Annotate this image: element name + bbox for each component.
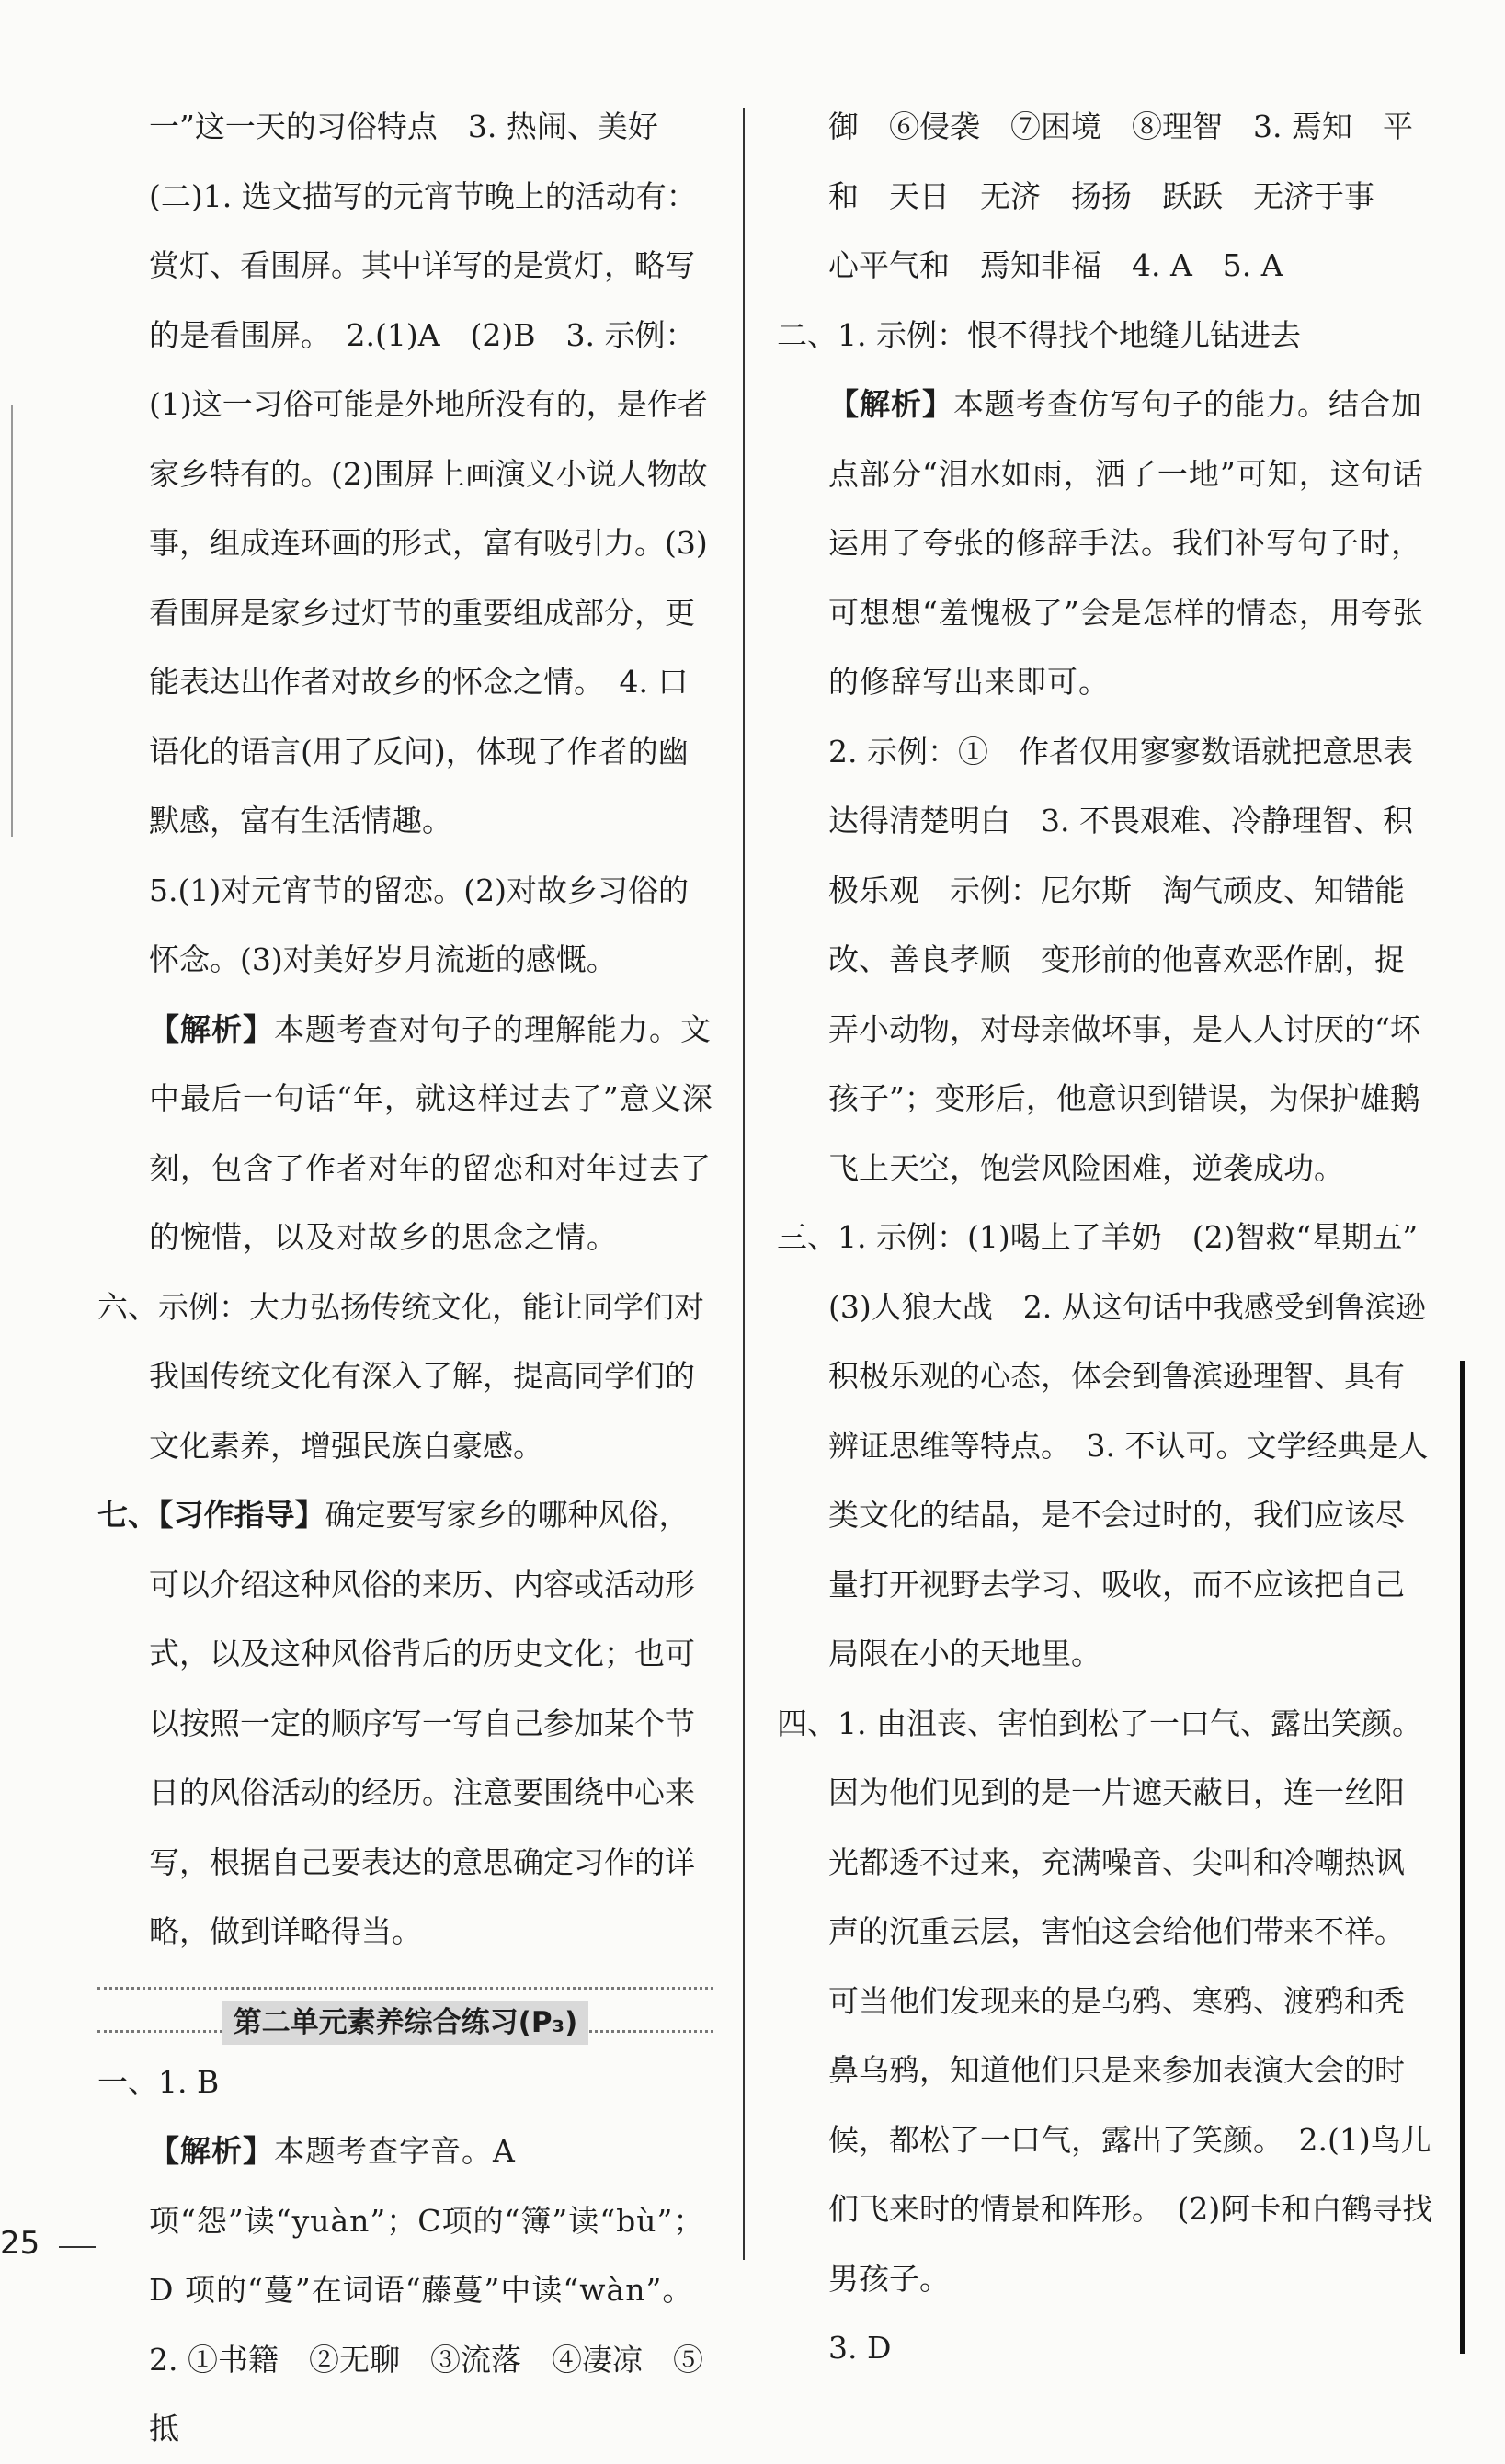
paragraph-text: 本题考查仿写句子的能力。结合加点部分“泪水如雨，洒了一地”可知，这句话运用了夸张的修辞手法。我们补写句子时，可想想“羞愧极了”会是怎样的情态，用夸张的修辞写出来即可。 [828,386,1424,700]
left-paragraphs-after-title [97,2048,713,2464]
paragraph-text: 四、1. 由沮丧、害怕到松了一口气、露出笑颜。因为他们见到的是一片遮天蔽日，连一丝阳光都透不过来，充满噪音、尖叫和冷嘲热讽声的沉重云层，害怕这会给他们带来不祥。可当他们发现来的是乌鸦、寒鸦、渡鸦和秃鼻乌鸦，知道他们只是来参加表演大会的时候，都松了一口气，露出了笑颜。 2.(1)鸟儿们飞来时的情景和阵形。 (2)阿卡和白鹤寻找男孩子。 [777,1705,1433,2297]
answer-paragraph [777,1689,1434,2314]
section-tag: 【解析】 [149,1010,274,1047]
answer-paragraph [97,2048,713,2117]
paragraph-text: 二、1. 示例：恨不得找个地缝儿钻进去 [777,316,1301,353]
right-paragraphs [777,92,1449,2383]
unit-title-text: 第二单元素养综合练习(P₃) [222,2001,589,2045]
paragraph-text: 六、示例：大力弘扬传统文化，能让同学们对我国传统文化有深入了解，提高同学们的文化素养，增强民族自豪感。 [97,1288,704,1464]
column-divider [743,108,745,2260]
answer-paragraph [777,2313,1434,2383]
paragraph-text: 三、1. 示例：(1)喝上了羊奶 (2)智救“星期五” (3)人狼大战 2. 从这句话中我感受到鲁滨逊积极乐观的心态，体会到鲁滨逊理智、具有辨证思维等特点。 3. 不认可。文学经典是人类文化的结晶，是不会过时的，我们应该尽量打开视野去学习、吸收，而不应该把自己局限在小的天地里。 [777,1219,1449,1671]
answer-paragraph [97,2325,713,2464]
answer-paragraph [777,301,1434,371]
left-paragraphs [97,92,713,1967]
paragraph-text: (二)1. 选文描写的元宵节晚上的活动有：赏灯、看围屏。其中详写的是赏灯，略写的是看围屏。 2.(1)A (2)B 3. 示例：(1)这一习俗可能是外地所没有的，是作者家乡特有的。(2)围屏上画演义小说人物故事，组成连环画的形式，富有吸引力。(3)看围屏是家乡过灯节的重要组成部分，更能表达出作者对故乡的怀念之情。 4. 口语化的语言(用了反问)，体现了作者的幽默感，富有生活情趣。 [149,177,708,838]
paragraph-text: 确定要写家乡的哪种风俗，可以介绍这种风俗的来历、内容或活动形式，以及这种风俗背后的历史文化；也可以按照一定的顺序写一写自己参加某个节日的风俗活动的经历。注意要围绕中心来写，根据自己要表达的意思确定习作的详略，做到详略得当。 [149,1497,695,1949]
paragraph-text: 2. 示例：① 作者仅用寥寥数语就把意思表达得清楚明白 3. 不畏艰难、冷静理智、积极乐观 示例：尼尔斯 淘气顽皮、知错能改、善良孝顺 变形前的他喜欢恶作剧，捉弄小动物，对母亲做坏事，是人人讨厌的“坏孩子”；变形后，他意识到错误，为保护雄鹅飞上天空，饱尝风险困难，逆袭成功。 [828,733,1420,1186]
paragraph-text: 一”这一天的习俗特点 3. 热闹、美好 [149,108,658,144]
answer-paragraph [777,717,1434,1203]
page-edge-line [1460,1361,1465,2354]
paragraph-text: 2. ①书籍 ②无聊 ③流落 ④凄凉 ⑤抵 [149,2341,703,2447]
answer-paragraph [97,92,713,162]
unit-title [97,1979,713,2039]
section-tag: 【解析】 [828,386,953,422]
left-column [97,92,713,2464]
title-top-rule [97,1987,713,1990]
margin-mark [11,405,13,837]
paragraph-text: 3. D [828,2330,892,2366]
paragraph-text: 御 ⑥侵袭 ⑦困境 ⑧理智 3. 焉知 平和 天日 无济 扬扬 跃跃 无济于事 心平气和 焉知非福 4. A 5. A [828,108,1413,283]
answer-paragraph [777,370,1434,717]
answer-paragraph [777,1203,1449,1689]
answer-paragraph [97,995,713,1272]
page-number: 25 [0,2225,40,2262]
answer-paragraph [97,1272,713,1481]
answer-paragraph [97,2116,713,2325]
answer-paragraph [97,1480,713,1967]
paragraph-text: 5.(1)对元宵节的留恋。(2)对故乡习俗的怀念。(3)对美好岁月流逝的感慨。 [149,872,689,977]
section-tag: 七、【习作指导】 [97,1497,325,1533]
paragraph-text: 一、1. B [97,2063,220,2100]
right-column [777,92,1449,2383]
paragraph-text: 本题考查对句子的理解能力。文中最后一句话“年，就这样过去了”意义深刻，包含了作者对年的留恋和对年过去了的惋惜，以及对故乡的思念之情。 [149,1010,713,1255]
answer-paragraph [97,162,713,856]
answer-paragraph [777,92,1434,301]
page-number-dash [59,2246,96,2248]
paragraph-text: 本题考查字音。A 项“怨”读“yuàn”；C项的“簿”读“bù”；D 项的“蔓”在词语“藤蔓”中读“wàn”。 [149,2133,705,2308]
section-tag: 【解析】 [149,2133,274,2169]
answer-paragraph [97,856,713,995]
